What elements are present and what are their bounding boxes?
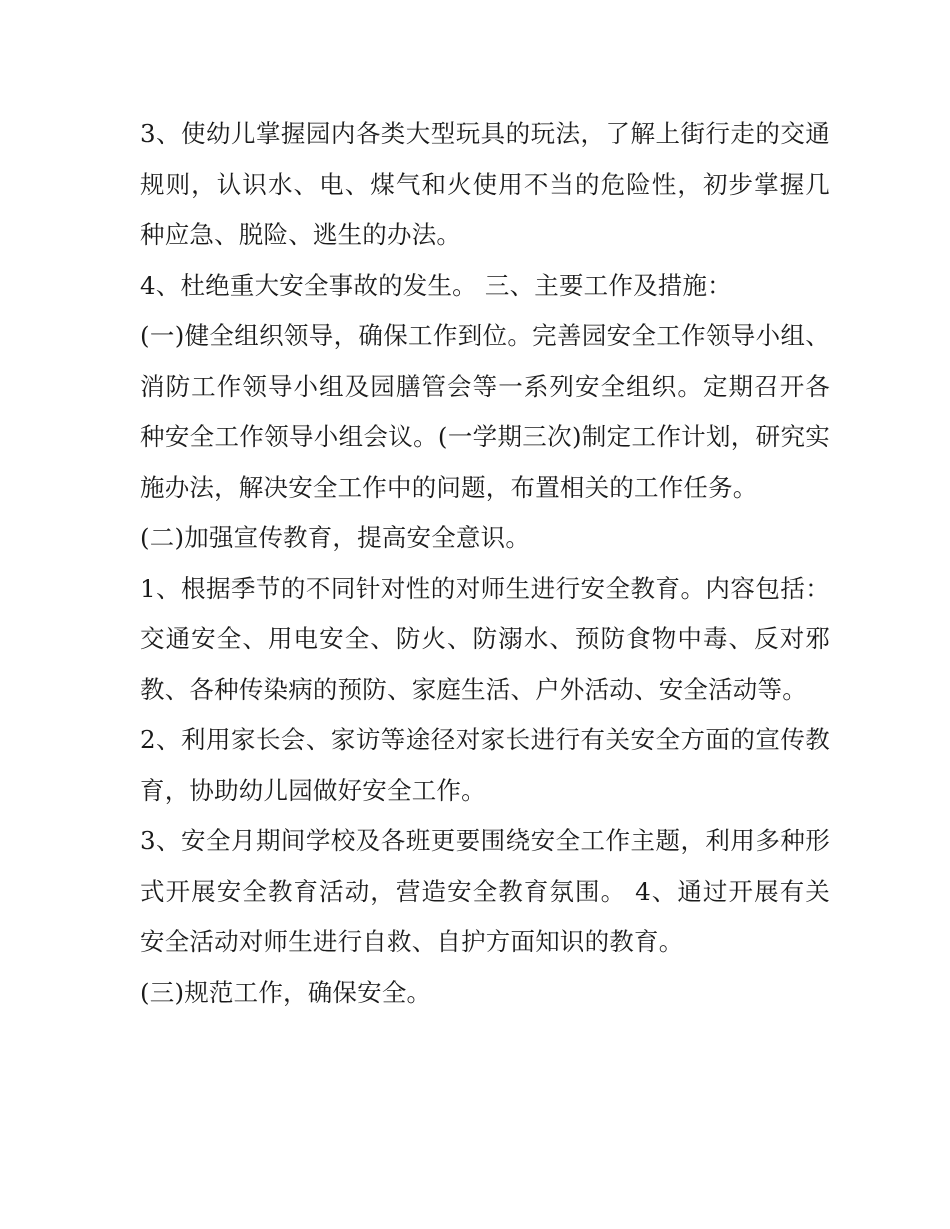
paragraph-section-1: (一)健全组织领导，确保工作到位。完善园安全工作领导小组、消防工作领导小组及园膳管会等一系列安全组织。定期召开各种安全工作领导小组会议。(一学期三次)制定工作计划，研究实施办法，解决安全工作中的问题，布置相关的工作任务。 xyxy=(140,321,830,502)
paragraph-section-2-heading: (二)加强宣传教育，提高安全意识。 xyxy=(140,523,531,552)
paragraph-goal-3: 3、使幼儿掌握园内各类大型玩具的玩法，了解上街行走的交通规则，认识水、电、煤气和火使用不当的危险性，初步掌握几种应急、脱险、逃生的办法。 xyxy=(140,119,830,249)
paragraph-section-3-heading: (三)规范工作，确保安全。 xyxy=(140,977,432,1007)
document-body xyxy=(140,109,830,1018)
paragraph-item-1: 1、根据季节的不同针对性的对师生进行安全教育。内容包括：交通安全、用电安全、防火、防溺水、预防食物中毒、反对邪教、各种传染病的预防、家庭生活、户外活动、安全活动等。 xyxy=(140,573,830,704)
paragraph-item-2: 2、利用家长会、家访等途径对家长进行有关安全方面的宣传教育，协助幼儿园做好安全工作。 xyxy=(140,725,830,805)
paragraph-item-3-4: 3、安全月期间学校及各班更要围绕安全工作主题，利用多种形式开展安全教育活动，营造安全教育氛围。 4、通过开展有关安全活动对师生进行自救、自护方面知识的教育。 xyxy=(140,826,830,956)
paragraph-goal-4: 4、杜绝重大安全事故的发生。 三、主要工作及措施： xyxy=(140,270,732,300)
